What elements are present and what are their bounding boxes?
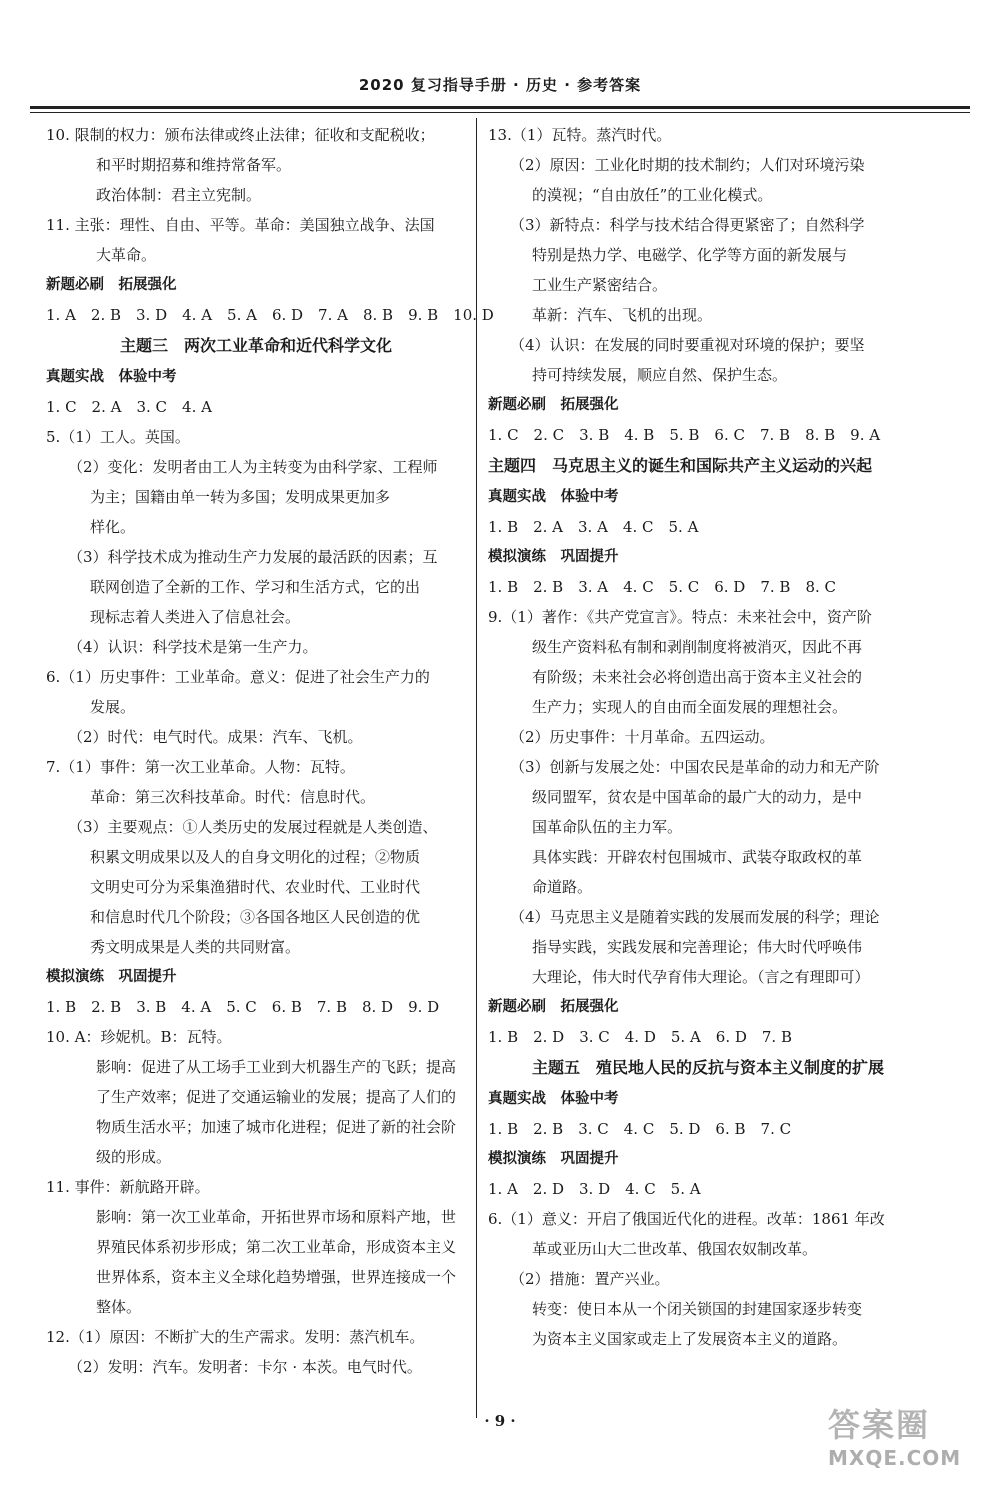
- answer-line: 工业生产紧密结合。: [532, 276, 668, 294]
- answer-line: 1. C 2. C 3. B 4. B 5. B 6. C 7. B 8. B 9. A: [488, 426, 881, 444]
- answer-line: 联网创造了全新的工作、学习和生活方式，它的出: [90, 578, 421, 596]
- answer-line: 和平时期招募和维持常备军。: [96, 156, 292, 174]
- answer-line: 7.（1）事件：第一次工业革命。人物：瓦特。: [46, 758, 355, 776]
- topic-heading: 主题四 马克思主义的诞生和国际共产主义运动的兴起: [488, 456, 873, 475]
- answer-line: 有阶级；未来社会必将创造出高于资本主义社会的: [532, 668, 863, 686]
- answer-line: （2）时代：电气时代。成果：汽车、飞机。: [68, 728, 363, 746]
- answer-line: 现标志着人类进入了信息社会。: [90, 608, 301, 626]
- left-column: [46, 120, 494, 1382]
- page-number: · 9 ·: [484, 1412, 516, 1430]
- answer-line: 6.（1）历史事件：工业革命。意义：促进了社会生产力的: [46, 668, 430, 686]
- answer-line: 12.（1）原因：不断扩大的生产需求。发明：蒸汽机车。: [46, 1328, 425, 1346]
- section-heading: 模拟演练 巩固提升: [488, 549, 619, 565]
- section-heading: 新题必刷 拓展强化: [46, 277, 177, 293]
- answer-line: 11. 主张：理性、自由、平等。革命：美国独立战争、法国: [46, 216, 435, 234]
- watermark-url: MXQE.COM: [828, 1446, 962, 1470]
- topic-heading: 主题五 殖民地人民的反抗与资本主义制度的扩展: [531, 1058, 884, 1077]
- right-column: [488, 120, 928, 1354]
- answer-line: 影响：促进了从工场手工业到大机器生产的飞跃；提高: [96, 1058, 457, 1076]
- answer-line: （2）原因：工业化时期的技术制约；人们对环境污染: [510, 156, 865, 174]
- answer-line: 样化。: [90, 518, 136, 536]
- answer-line: 13.（1）瓦特。蒸汽时代。: [488, 126, 672, 144]
- answer-line: 物质生活水平；加速了城市化进程；促进了新的社会阶: [96, 1118, 457, 1136]
- page-header: 2020 复习指导手册 · 历史 · 参考答案: [358, 76, 642, 94]
- answer-line: （3）主要观点：①人类历史的发展过程就是人类创造、: [68, 818, 438, 836]
- answer-line: 发展。: [90, 698, 136, 716]
- section-heading: 新题必刷 拓展强化: [488, 999, 619, 1015]
- answer-line: 了生产效率；促进了交通运输业的发展；提高了人们的: [96, 1088, 457, 1106]
- answer-line: 1. A 2. D 3. D 4. C 5. A: [488, 1180, 701, 1198]
- topic-heading: 主题三 两次工业革命和近代科学文化: [119, 336, 392, 355]
- answer-line: （3）创新与发展之处：中国农民是革命的动力和无产阶: [510, 758, 880, 776]
- answer-line: 革命：第三次科技革命。时代：信息时代。: [90, 788, 376, 806]
- answer-line: 命道路。: [532, 878, 593, 896]
- answer-line: 生产力；实现人的自由而全面发展的理想社会。: [532, 698, 848, 716]
- section-heading: 真题实战 体验中考: [488, 1091, 619, 1107]
- answer-line: 1. B 2. D 3. C 4. D 5. A 6. D 7. B: [488, 1028, 792, 1046]
- answer-line: （2）变化：发明者由工人为主转变为由科学家、工程师: [68, 458, 438, 476]
- answer-line: 1. B 2. B 3. C 4. C 5. D 6. B 7. C: [488, 1120, 792, 1138]
- answer-line: 具体实践：开辟农村包围城市、武装夺取政权的革: [532, 848, 863, 866]
- answer-line: 持可持续发展，顺应自然、保护生态。: [532, 366, 788, 384]
- answer-line: （4）认识：在发展的同时要重视对环境的保护；要坚: [510, 336, 865, 354]
- answer-line: 的漠视；“自由放任”的工业化模式。: [532, 186, 773, 204]
- section-heading: 新题必刷 拓展强化: [488, 397, 619, 413]
- answer-line: 界殖民体系初步形成；第二次工业革命，形成资本主义: [96, 1238, 457, 1256]
- answer-line: 11. 事件：新航路开辟。: [46, 1178, 210, 1196]
- answer-line: 和信息时代几个阶段；③各国各地区人民创造的优: [90, 908, 421, 926]
- answer-line: 大理论，伟大时代孕育伟大理论。（言之有理即可）: [532, 968, 870, 986]
- header-rule-thin: [30, 112, 970, 113]
- section-heading: 真题实战 体验中考: [488, 489, 619, 505]
- answer-line: 级同盟军，贫农是中国革命的最广大的动力，是中: [532, 788, 863, 806]
- section-heading: 模拟演练 巩固提升: [46, 969, 177, 985]
- answer-line: 6.（1）意义：开启了俄国近代化的进程。改革：1861 年改: [488, 1210, 885, 1228]
- answer-line: 级生产资料私有制和剥削制度将被消灭，因此不再: [532, 638, 863, 656]
- answer-line: 为主；国籍由单一转为多国；发明成果更加多: [90, 488, 391, 506]
- answer-line: 革或亚历山大二世改革、俄国农奴制改革。: [532, 1240, 818, 1258]
- answer-line: 9.（1）著作：《共产党宣言》。特点：未来社会中，资产阶: [488, 608, 872, 626]
- answer-line: 为资本主义国家或走上了发展资本主义的道路。: [532, 1330, 848, 1348]
- answer-line: 1. B 2. B 3. A 4. C 5. C 6. D 7. B 8. C: [488, 578, 836, 596]
- answer-line: （4）马克思主义是随着实践的发展而发展的科学；理论: [510, 908, 880, 926]
- answer-line: 大革命。: [96, 246, 157, 264]
- answer-line: 级的形成。: [96, 1148, 172, 1166]
- answer-line: 文明史可分为采集渔猎时代、农业时代、工业时代: [90, 878, 421, 896]
- answer-line: 影响：第一次工业革命，开拓世界市场和原料产地，世: [96, 1208, 457, 1226]
- answer-line: 转变：使日本从一个闭关锁国的封建国家逐步转变: [532, 1300, 863, 1318]
- answer-line: 1. C 2. A 3. C 4. A: [46, 398, 212, 416]
- answer-line: 5.（1）工人。英国。: [46, 428, 190, 446]
- answer-line: （3）科学技术成为推动生产力发展的最活跃的因素；互: [68, 548, 438, 566]
- answer-line: 积累文明成果以及人的自身文明化的过程；②物质: [90, 848, 421, 866]
- answer-line: 秀文明成果是人类的共同财富。: [90, 938, 301, 956]
- answer-line: 整体。: [96, 1298, 142, 1316]
- answer-line: 特别是热力学、电磁学、化学等方面的新发展与: [532, 246, 848, 264]
- answer-line: 国革命队伍的主力军。: [532, 818, 683, 836]
- answer-line: （2）措施：置产兴业。: [510, 1270, 670, 1288]
- answer-line: （4）认识：科学技术是第一生产力。: [68, 638, 318, 656]
- answer-line: 1. A 2. B 3. D 4. A 5. A 6. D 7. A 8. B 9. B 10. D: [46, 306, 494, 324]
- answer-line: （3）新特点：科学与技术结合得更紧密了；自然科学: [510, 216, 865, 234]
- answer-line: 1. B 2. A 3. A 4. C 5. A: [488, 518, 699, 536]
- answer-line: （2）历史事件：十月革命。五四运动。: [510, 728, 775, 746]
- section-heading: 真题实战 体验中考: [46, 369, 177, 385]
- answer-line: 政治体制：君主立宪制。: [96, 186, 262, 204]
- header-rule-thick: [30, 106, 970, 109]
- answer-line: 指导实践，实践发展和完善理论；伟大时代呼唤伟: [532, 938, 863, 956]
- answer-line: （2）发明：汽车。发明者：卡尔 · 本茨。电气时代。: [68, 1358, 422, 1376]
- section-heading: 模拟演练 巩固提升: [488, 1151, 619, 1167]
- answer-line: 1. B 2. B 3. B 4. A 5. C 6. B 7. B 8. D 9. D: [46, 998, 440, 1016]
- answer-line: 10. 限制的权力：颁布法律或终止法律；征收和支配税收；: [46, 126, 435, 144]
- answer-line: 10. A：珍妮机。B：瓦特。: [46, 1028, 232, 1046]
- watermark-logo: [828, 1400, 978, 1470]
- answer-line: 世界体系，资本主义全球化趋势增强，世界连接成一个: [96, 1268, 457, 1286]
- watermark-text: 答案圈: [828, 1406, 931, 1444]
- answer-line: 革新：汽车、飞机的出现。: [532, 306, 713, 324]
